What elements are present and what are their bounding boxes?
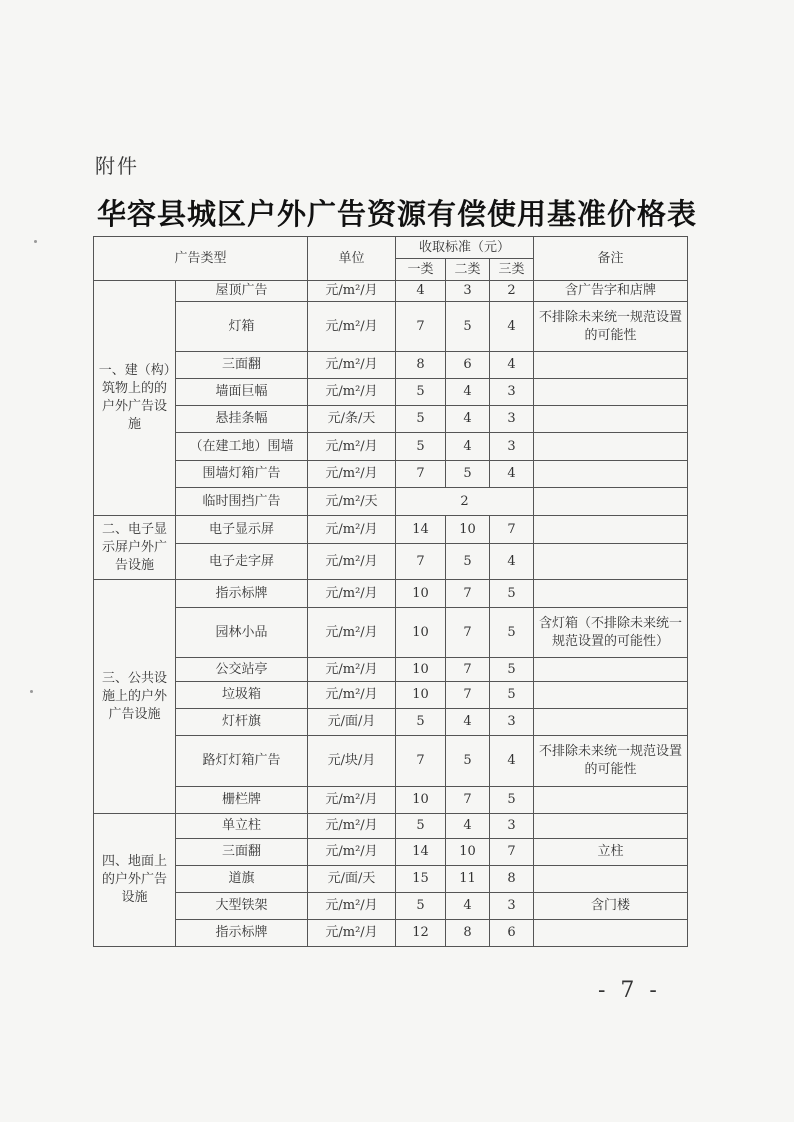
item-cell: 道旗 [176,866,308,893]
price-class-2-cell: 5 [446,302,490,352]
unit-cell: 元/m²/天 [308,488,396,516]
table-row [94,406,688,433]
price-class-3-cell: 3 [490,814,534,839]
price-class-1-cell: 5 [396,814,446,839]
table-row [94,839,688,866]
price-class-3-cell: 8 [490,866,534,893]
note-cell: 含灯箱（不排除未来统一规范设置的可能性） [534,608,688,658]
item-cell: 电子走字屏 [176,544,308,580]
unit-cell: 元/m²/月 [308,839,396,866]
note-cell [534,352,688,379]
price-class-1-cell: 7 [396,461,446,488]
price-class-3-cell: 5 [490,787,534,814]
price-table [93,236,688,947]
price-class-3-cell: 4 [490,461,534,488]
table-row [94,608,688,658]
note-cell: 不排除未来统一规范设置的可能性 [534,302,688,352]
unit-cell: 元/m²/月 [308,787,396,814]
price-class-2-cell: 4 [446,709,490,736]
attachment-label: 附件 [95,154,139,178]
price-class-2-cell: 8 [446,920,490,947]
price-class-1-cell: 10 [396,682,446,709]
unit-cell: 元/m²/月 [308,893,396,920]
unit-cell: 元/m²/月 [308,461,396,488]
price-class-3-cell: 3 [490,709,534,736]
price-class-3-cell: 4 [490,352,534,379]
note-cell [534,787,688,814]
unit-cell: 元/m²/月 [308,814,396,839]
unit-cell: 元/m²/月 [308,682,396,709]
price-class-3-cell: 3 [490,406,534,433]
note-cell: 含广告字和店牌 [534,281,688,302]
unit-cell: 元/面/月 [308,709,396,736]
price-class-1-cell: 7 [396,544,446,580]
unit-cell: 元/m²/月 [308,352,396,379]
price-class-2-cell: 4 [446,379,490,406]
note-cell [534,709,688,736]
price-class-2-cell: 7 [446,608,490,658]
unit-cell: 元/m²/月 [308,302,396,352]
table-row [94,920,688,947]
item-cell: 电子显示屏 [176,516,308,544]
scan-speck [34,240,37,243]
price-class-2-cell: 7 [446,682,490,709]
price-class-1-cell: 10 [396,658,446,682]
note-cell [534,544,688,580]
price-class-1-cell: 10 [396,608,446,658]
table-row [94,658,688,682]
price-class-1-cell: 10 [396,787,446,814]
price-class-2-cell: 6 [446,352,490,379]
note-cell [534,433,688,461]
header-note: 备注 [534,237,688,281]
table-row [94,352,688,379]
item-cell: 栅栏牌 [176,787,308,814]
price-class-3-cell: 5 [490,580,534,608]
price-class-1-cell: 12 [396,920,446,947]
price-class-2-cell: 4 [446,433,490,461]
price-class-2-cell: 7 [446,658,490,682]
price-class-2-cell: 4 [446,814,490,839]
price-class-1-cell: 5 [396,709,446,736]
item-cell: 灯杆旗 [176,709,308,736]
price-class-2-cell: 3 [446,281,490,302]
table-row [94,461,688,488]
price-class-3-cell: 3 [490,379,534,406]
price-class-3-cell: 6 [490,920,534,947]
price-class-1-cell: 5 [396,379,446,406]
item-cell: 路灯灯箱广告 [176,736,308,787]
item-cell: 围墙灯箱广告 [176,461,308,488]
unit-cell: 元/m²/月 [308,281,396,302]
item-cell: 指示标牌 [176,920,308,947]
table-row [94,544,688,580]
price-class-1-cell: 7 [396,302,446,352]
unit-cell: 元/m²/月 [308,433,396,461]
price-class-3-cell: 3 [490,893,534,920]
table-row [94,488,688,516]
price-class-2-cell: 5 [446,544,490,580]
item-cell: 屋顶广告 [176,281,308,302]
item-cell: （在建工地）围墙 [176,433,308,461]
table-row [94,302,688,352]
unit-cell: 元/m²/月 [308,516,396,544]
unit-cell: 元/m²/月 [308,920,396,947]
price-class-3-cell: 4 [490,736,534,787]
table-row [94,433,688,461]
price-class-3-cell: 4 [490,544,534,580]
note-cell [534,488,688,516]
unit-cell: 元/m²/月 [308,658,396,682]
note-cell [534,920,688,947]
price-class-1-cell: 15 [396,866,446,893]
note-cell: 立柱 [534,839,688,866]
price-class-1-cell: 8 [396,352,446,379]
price-class-1-cell: 4 [396,281,446,302]
header-standard: 收取标准（元） [396,237,534,259]
table-row [94,866,688,893]
price-class-2-cell: 4 [446,893,490,920]
price-class-2-cell: 10 [446,516,490,544]
table-row [94,893,688,920]
header-class-1: 一类 [396,259,446,281]
price-class-2-cell: 7 [446,787,490,814]
table-row [94,736,688,787]
price-class-3-cell: 7 [490,839,534,866]
price-class-3-cell: 3 [490,433,534,461]
note-cell [534,682,688,709]
price-class-2-cell: 4 [446,406,490,433]
price-class-1-cell: 7 [396,736,446,787]
item-cell: 临时围挡广告 [176,488,308,516]
item-cell: 垃圾箱 [176,682,308,709]
price-class-2-cell: 7 [446,580,490,608]
item-cell: 三面翻 [176,839,308,866]
price-class-3-cell: 5 [490,608,534,658]
item-cell: 悬挂条幅 [176,406,308,433]
price-class-2-cell: 11 [446,866,490,893]
category-cell: 一、建（构）筑物上的的户外广告设施 [94,281,176,516]
price-table-body [94,281,688,947]
price-class-1-cell: 5 [396,433,446,461]
table-row [94,814,688,839]
price-class-1-cell: 10 [396,580,446,608]
table-row [94,516,688,544]
price-class-3-cell: 4 [490,302,534,352]
unit-cell: 元/m²/月 [308,608,396,658]
note-cell: 不排除未来统一规范设置的可能性 [534,736,688,787]
table-row [94,281,688,302]
price-class-3-cell: 5 [490,682,534,709]
item-cell: 三面翻 [176,352,308,379]
unit-cell: 元/面/天 [308,866,396,893]
price-class-1-cell: 14 [396,516,446,544]
note-cell [534,379,688,406]
item-cell: 墙面巨幅 [176,379,308,406]
header-class-2: 二类 [446,259,490,281]
unit-cell: 元/m²/月 [308,379,396,406]
table-row [94,709,688,736]
header-unit: 单位 [308,237,396,281]
note-cell [534,580,688,608]
table-row [94,580,688,608]
price-class-1-cell: 14 [396,839,446,866]
unit-cell: 元/条/天 [308,406,396,433]
table-row [94,379,688,406]
note-cell [534,658,688,682]
item-cell: 灯箱 [176,302,308,352]
note-cell: 含门楼 [534,893,688,920]
price-merged-cell: 2 [396,488,534,516]
price-class-3-cell: 7 [490,516,534,544]
unit-cell: 元/m²/月 [308,580,396,608]
header-ad-type: 广告类型 [94,237,308,281]
item-cell: 大型铁架 [176,893,308,920]
category-cell: 二、电子显示屏户外广告设施 [94,516,176,580]
table-row [94,787,688,814]
price-class-2-cell: 5 [446,461,490,488]
price-class-1-cell: 5 [396,893,446,920]
item-cell: 园林小品 [176,608,308,658]
note-cell [534,516,688,544]
note-cell [534,866,688,893]
price-class-3-cell: 2 [490,281,534,302]
item-cell: 指示标牌 [176,580,308,608]
page-title: 华容县城区户外广告资源有偿使用基准价格表 [96,197,697,231]
note-cell [534,814,688,839]
page-number: - 7 - [598,978,661,1003]
note-cell [534,406,688,433]
price-class-2-cell: 10 [446,839,490,866]
item-cell: 公交站亭 [176,658,308,682]
table-row [94,682,688,709]
category-cell: 三、公共设施上的户外广告设施 [94,580,176,814]
price-class-1-cell: 5 [396,406,446,433]
price-class-2-cell: 5 [446,736,490,787]
unit-cell: 元/块/月 [308,736,396,787]
category-cell: 四、地面上的户外广告设施 [94,814,176,947]
price-class-3-cell: 5 [490,658,534,682]
note-cell [534,461,688,488]
unit-cell: 元/m²/月 [308,544,396,580]
scan-speck [30,690,33,693]
header-class-3: 三类 [490,259,534,281]
item-cell: 单立柱 [176,814,308,839]
